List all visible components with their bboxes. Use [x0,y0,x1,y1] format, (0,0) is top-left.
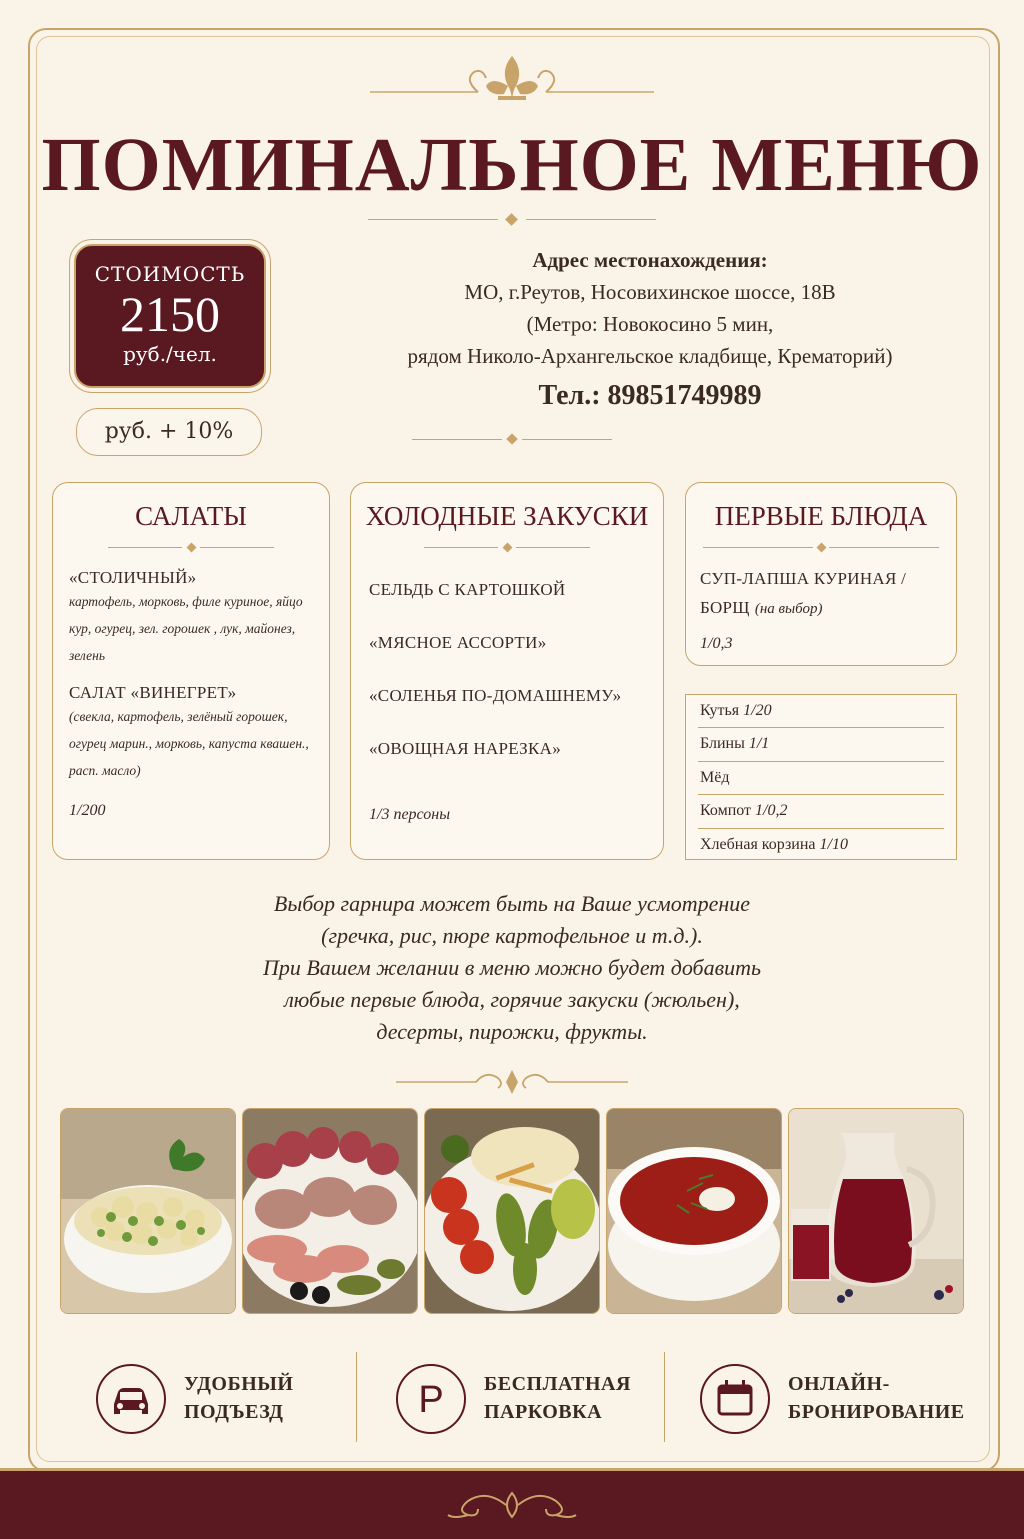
first-course-portion: 1/0,3 [700,635,733,652]
address-line-2: (Метро: Новокосино 5 мин, [526,312,774,336]
footer-band [0,1468,1024,1539]
extras-row: Блины 1/1 [698,728,944,761]
first-course-note: (на выбор) [754,601,823,617]
calendar-icon [700,1364,770,1434]
note-line: (гречка, рис, пюре картофельное и т.д.). [321,923,703,948]
note-line: Выбор гарнира может быть на Ваше усмотрение [273,891,751,916]
title-divider-left [368,219,498,220]
address-line-3: рядом Николо-Архангельское кладбище, Крематорий) [407,344,893,368]
cold-item: «МЯСНОЕ АССОРТИ» [369,633,547,652]
feature-separator [664,1352,665,1442]
extras-row: Кутья 1/20 [698,695,944,728]
first-courses-card [685,482,957,666]
address-divider-right [522,439,612,440]
feature-separator [356,1352,357,1442]
phone-number[interactable]: Тел.: 89851749989 [538,380,762,411]
address-block [300,244,1000,412]
fleur-de-lis-ornament [360,52,664,116]
extras-row: Хлебная корзина 1/10 [700,835,848,853]
salad-item-desc: (свекла, картофель, зелёный горошек, огурец марин., морковь, капуста квашен., расп. масло) [69,709,309,778]
note-line: При Вашем желании в меню можно будет добавить [262,955,762,980]
feature-line: ПАРКОВКА [484,1401,603,1423]
parking-icon [396,1364,466,1434]
borscht-photo [606,1108,782,1314]
extras-table [685,694,957,860]
cold-item: СЕЛЬДЬ С КАРТОШКОЙ [369,580,566,599]
feature-line: ОНЛАЙН- [788,1373,890,1395]
cold-appetizers-title: ХОЛОДНЫЕ ЗАКУСКИ [365,501,649,531]
salad-item-name: «СТОЛИЧНЫЙ» [69,568,197,587]
title-divider-right [526,219,656,220]
swirl-ornament [396,1068,628,1096]
price-label: СТОИМОСТЬ [94,262,246,286]
first-course-line-2: БОРЩ [700,598,750,617]
meat-platter-photo [242,1108,418,1314]
surcharge-pill: руб. + 10% [76,408,262,456]
compote-photo [788,1108,964,1314]
salads-card [52,482,330,860]
feature-line: БЕСПЛАТНАЯ [484,1373,631,1395]
first-courses-title: ПЕРВЫЕ БЛЮДА [714,501,928,531]
features-row [60,1352,964,1442]
salads-portion: 1/200 [69,802,106,819]
cold-appetizers-card [350,482,664,860]
feature-line: ПОДЪЕЗД [184,1401,284,1423]
svg-text:P: P [418,1379,444,1421]
address-line-1: МО, г.Реутов, Носовихинское шоссе, 18В [464,280,836,304]
salad-item-desc: картофель, морковь, филе куриное, яйцо кур, огурец, зел. горошек , лук, майонез, зелень [69,594,303,663]
car-icon [96,1364,166,1434]
extras-row: Компот 1/0,2 [698,795,944,828]
address-divider-left [412,439,502,440]
cold-portion: 1/3 персоны [369,806,451,823]
extras-row: Мёд [698,762,944,795]
salad-photo [60,1108,236,1314]
price-unit: руб./чел. [123,342,217,366]
salad-item-name: САЛАТ «ВИНЕГРЕТ» [69,683,237,702]
salads-title: САЛАТЫ [135,501,247,531]
price-badge [74,244,266,388]
page-title: ПОМИНАЛЬНОЕ МЕНЮ [41,123,983,207]
first-title-rule [703,542,939,554]
address-heading: Адрес местонахождения: [532,248,768,272]
feature-online-booking[interactable] [700,1352,964,1442]
note-line: десерты, пирожки, фрукты. [376,1019,648,1044]
feature-line: УДОБНЫЙ [184,1373,294,1395]
feature-line: БРОНИРОВАНИЕ [788,1401,965,1423]
cold-item: «ОВОЩНАЯ НАРЕЗКА» [369,739,562,758]
feature-free-parking [396,1352,656,1442]
footer-ornament [446,1487,578,1523]
cold-title-rule [424,542,590,554]
feature-parking-access [96,1352,356,1442]
cold-item: «СОЛЕНЬЯ ПО-ДОМАШНЕМУ» [369,686,622,705]
note-line: любые первые блюда, горячие закуски (жюльен), [284,987,740,1012]
first-course-line-1: СУП-ЛАПША КУРИНАЯ / [700,569,907,588]
garnish-note [130,888,894,1048]
pickles-photo [424,1108,600,1314]
salads-title-rule [108,542,274,554]
price-value: 2150 [120,286,220,342]
